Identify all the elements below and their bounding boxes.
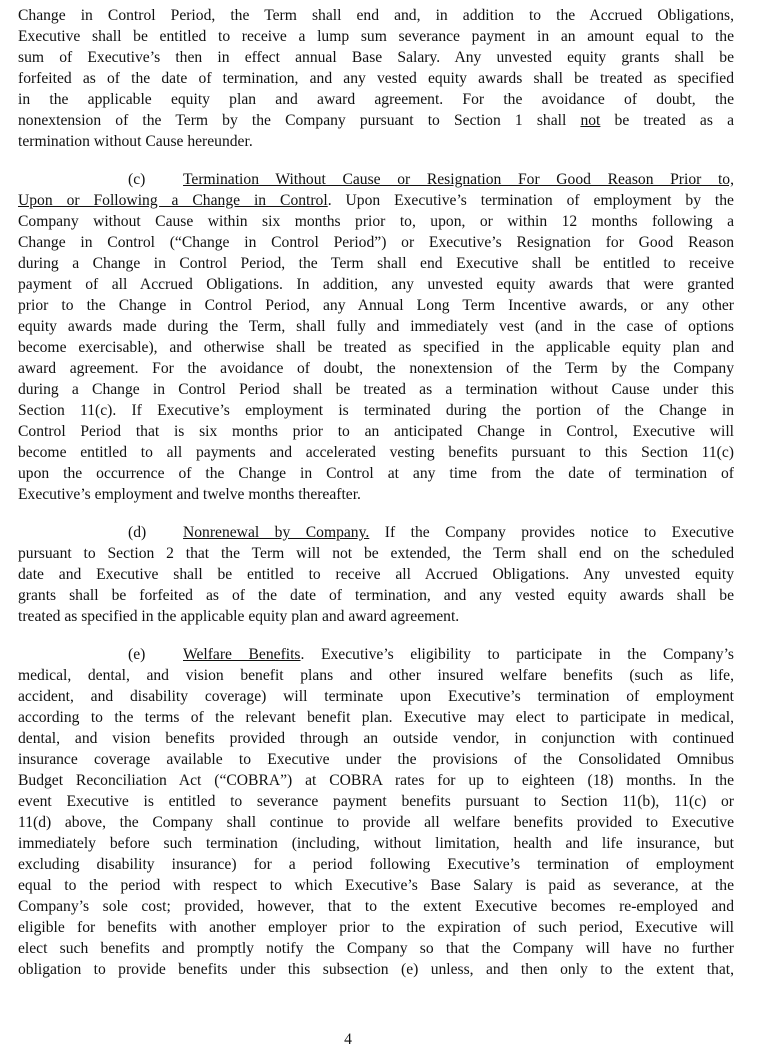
section-heading: Nonrenewal by Company. [183,524,370,541]
text-line: Control Period that is six months prior to an anticipated Change in Control, Executive will [18,423,734,440]
text-line: during a Change in Control Period, the Term shall end Executive shall be entitled to receive [18,255,734,272]
text-line: pursuant to Section 2 that the Term will not be extended, the Term shall end on the scheduled [18,545,734,562]
text-line: insurance coverage available to Executive under the provisions of the Consolidated Omnibus [18,751,734,768]
text-line: immediately before such termination (including, without limitation, health and life insurance, but [18,835,734,852]
text-line: upon the occurrence of the Change in Control at any time from the date of termination of [18,465,734,482]
text-line: obligation to provide benefits under this subsection (e) unless, and then only to the extent that, [18,961,734,978]
text-line [18,190,734,211]
text-line: Section 11(c). If Executive’s employment is terminated during the portion of the Change in [18,402,734,419]
text-line: 11(d) above, the Company shall continue to provide all welfare benefits provided to Executive [18,814,734,831]
text-line: payment of all Accrued Obligations. In addition, any unvested equity awards that were granted [18,276,734,293]
section-e-heading-line [18,644,734,665]
text-line: according to the terms of the relevant benefit plan. Executive may elect to participate in medical, [18,709,734,726]
text-line: Executive’s employment and twelve months thereafter. [18,486,361,503]
text-line: sum of Executive’s then in effect annual Base Salary. Any unvested equity grants shall be [18,49,734,66]
section-d-heading-line [18,522,734,543]
text-line: equity awards made during the Term, shall fully and immediately vest (and in the case of options [18,318,734,335]
text-line: eligible for benefits with another employer prior to the expiration of such period, Executive will [18,919,734,936]
text-line: date and Executive shall be entitled to receive all Accrued Obligations. Any unvested equity [18,566,734,583]
text-line: dental, and vision benefits provided through an outside vendor, in conjunction with continued [18,730,734,747]
text-segment: . Upon Executive’s termination of employment by the [327,192,734,209]
section-label: (e) [128,646,146,663]
section-label: (d) [128,524,147,541]
text-line: forfeited as of the date of termination, and any vested equity awards shall be treated as specified [18,70,734,87]
text-line: medical, dental, and vision benefit plans and other insured welfare benefits (such as life, [18,667,734,684]
text-line: grants shall be forfeited as of the date of termination, and any vested equity awards shall be [18,587,734,604]
text-segment: nonextension of the Term by the Company pursuant to Section 1 shall [18,112,581,129]
text-line: Executive shall be entitled to receive a lump sum severance payment in an amount equal to the [18,28,734,45]
text-line [18,110,734,131]
section-e [18,644,734,980]
text-line: event Executive is entitled to severance payment benefits pursuant to Section 11(b), 11(c) or [18,793,734,810]
text-line: Change in Control Period, the Term shall end and, in addition to the Accrued Obligations, [18,7,734,24]
section-heading: Termination Without Cause or Resignation For Good Reason Prior to, [183,171,734,188]
text-line: award agreement. For the avoidance of doubt, the nonextension of the Term by the Company [18,360,734,377]
text-line: equal to the period with respect to which Executive’s Base Salary is paid as severance, at the [18,877,734,894]
section-d [18,522,734,627]
text-line: Budget Reconciliation Act (“COBRA”) at COBRA rates for up to eighteen (18) months. In the [18,772,734,789]
text-line: in the applicable equity plan and award agreement. For the avoidance of doubt, the [18,91,734,108]
section-heading: Welfare Benefits [183,646,301,663]
text-line: Company’s sole cost; provided, however, that to the extent Executive becomes re-employed and [18,898,734,915]
text-line: become exercisable), and otherwise shall be treated as specified in the applicable equity plan and [18,339,734,356]
paragraph-continuation [18,5,734,152]
text-line: during a Change in Control Period shall be treated as a termination without Cause under this [18,381,734,398]
text-line: become entitled to all payments and accelerated vesting benefits pursuant to this Section 11(c) [18,444,734,461]
text-line: treated as specified in the applicable equity plan and award agreement. [18,608,460,625]
text-line: Change in Control (“Change in Control Period”) or Executive’s Resignation for Good Reason [18,234,734,251]
text-line: prior to the Change in Control Period, any Annual Long Term Incentive awards, or any other [18,297,734,314]
text-line: excluding disability insurance) for a period following Executive’s termination of employment [18,856,734,873]
text-line: accident, and disability coverage) will terminate upon Executive’s termination of employment [18,688,734,705]
text-segment: If the Company provides notice to Executive [369,524,734,541]
text-segment: . Executive’s eligibility to participate in the Company’s [300,646,734,663]
section-c [18,169,734,505]
page-number: 4 [344,1031,352,1048]
text-line: termination without Cause hereunder. [18,133,253,150]
text-segment: be treated as a [600,112,734,129]
section-label: (c) [128,171,146,188]
text-line: Company without Cause within six months prior to, upon, or within 12 months following a [18,213,734,230]
document-page [18,5,734,997]
section-heading-cont: Upon or Following a Change in Control [18,192,328,209]
text-line: elect such benefits and promptly notify the Company so that the Company will have no further [18,940,734,957]
emphasis-not: not [580,112,601,129]
section-c-heading-line [18,169,734,190]
